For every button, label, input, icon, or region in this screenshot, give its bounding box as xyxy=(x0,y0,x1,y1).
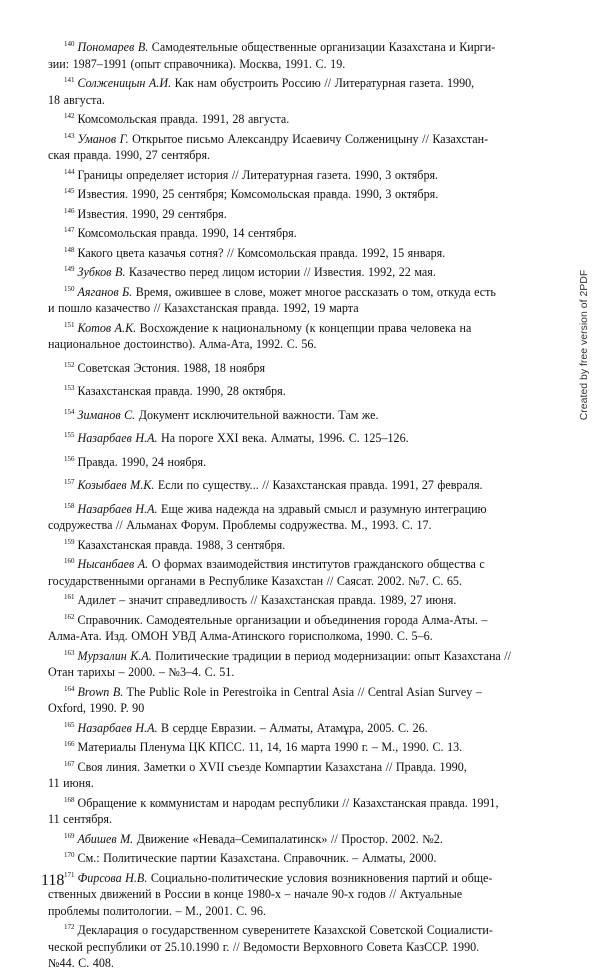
footnote-152: $^{152}$ Советская Эстония. 1988, 18 ноября xyxy=(64,360,266,375)
footnote-144: $^{144}$ Границы определяет история // Литературная газета. 1990, 3 октября. xyxy=(64,167,439,182)
watermark-text: Created by free version of 2PDF xyxy=(578,269,590,421)
footnote-156: $^{156}$ Правда. 1990, 24 ноября. xyxy=(64,454,207,469)
footnote-160: $^{160}$ Нысанбаев А. О формах взаимодействия институтов гражданского общества с государственными органами в Республике Казахстан // Саясат. 2002. №7. С. 65. xyxy=(48,557,485,588)
footnote-149: $^{149}$ Зубков В. Казачество перед лицом истории // Известия. 1992, 22 мая. xyxy=(64,265,436,279)
footnotes-list xyxy=(48,36,576,972)
footnote-142: $^{142}$ Комсомольская правда. 1991, 28 августа. xyxy=(64,112,290,126)
footnote-141: $^{141}$ Солженицын А.И. Как нам обустроить Россию // Литературная газета. 1990, 18 августа. xyxy=(48,76,475,107)
footnote-158: $^{158}$ Назарбаев Н.А. Еще жива надежда на здравый смысл и разумную интеграцию содружества // Альманах Форум. Проблемы содружества. М., 1993. С. 17. xyxy=(48,501,487,532)
footnote-155: $^{155}$ Назарбаев Н.А. На пороге XXI века. Алматы, 1996. С. 125–126. xyxy=(64,431,409,445)
footnote-171: $^{171}$ Фирсова Н.В. Социально-политические условия возникновения партий и обще- ственных движений в России в конце 1980-х – начале 90-х годов // Актуальные проблемы политологии. – М., 2001. С. 96. xyxy=(48,870,493,918)
footnote-172: $^{172}$ Декларация о государственном суверенитете Казахской Советской Социалисти- ческой республики от 25.10.1990 г. // Ведомости Верховного Совета КазССР. 1990. №44. С. 408. xyxy=(48,923,493,970)
footnote-168: $^{168}$ Обращение к коммунистам и народам республики // Казахстанская правда. 1991, 11 сентября. xyxy=(48,795,499,826)
footnote-161: $^{161}$ Адилет – значит справедливость // Казахстанская правда. 1989, 27 июня. xyxy=(64,593,457,607)
footnote-146: $^{146}$ Известия. 1990, 29 сентября. xyxy=(64,206,227,221)
footnote-159: $^{159}$ Казахстанская правда. 1988, 3 сентября. xyxy=(64,537,286,552)
footnote-151: $^{151}$ Котов А.К. Восхождение к национальному (к концепции права человека на национальное достоинство). Алма-Ата, 1992. С. 56. xyxy=(48,320,472,351)
footnote-162: $^{162}$ Справочник. Самодеятельные организации и объединения города Алма-Аты. – Алма-Ата. Изд. ОМОН УВД Алма-Атинского горисполкома, 1990. С. 5–6. xyxy=(48,612,488,643)
footnote-153: $^{153}$ Казахстанская правда. 1990, 28 октября. xyxy=(64,384,286,398)
footnote-145: $^{145}$ Известия. 1990, 25 сентября; Комсомольская правда. 1990, 3 октября. xyxy=(64,187,439,201)
footnote-140: $^{140}$ Пономарев В. Самодеятельные общественные организации Казахстана и Кирги- зии: 1987–1991 (опыт справочника). Москва, 1991. С. 19. xyxy=(48,40,496,71)
footnote-166: $^{166}$ Материалы Пленума ЦК КПСС. 11, 14, 16 марта 1990 г. – М., 1990. С. 13. xyxy=(64,740,463,754)
footnote-143: $^{143}$ Уманов Г. Открытое письмо Александру Исаевичу Солженицыну // Казахстан- ская правда. 1990, 27 сентября. xyxy=(48,131,489,162)
footnote-147: $^{147}$ Комсомольская правда. 1990, 14 сентября. xyxy=(64,226,297,240)
footnote-167: $^{167}$ Своя линия. Заметки о XVII съезде Компартии Казахстана // Правда. 1990, 11 июня. xyxy=(48,759,467,790)
footnote-169: $^{169}$ Абишев М. Движение «Невада–Семипалатинск» // Простор. 2002. №2. xyxy=(64,831,443,846)
page-number: 118 xyxy=(41,872,65,889)
footnote-157: $^{157}$ Козыбаев М.К. Если по существу... // Казахстанская правда. 1991, 27 февраля. xyxy=(64,478,483,492)
footnote-154: $^{154}$ Зиманов С. Документ исключительной важности. Там же. xyxy=(64,407,379,422)
footnote-164: $^{164}$ Brown B. The Public Role in Perestroika in Central Asia // Central Asian Survey – Oxford, 1990. P. 90 xyxy=(48,684,482,715)
footnote-150: $^{150}$ Аяганов Б. Время, ожившее в слове, может многое рассказать о том, откуда есть и пошло казачество // Казахстанская правда. 1992, 19 марта xyxy=(48,284,496,315)
footnote-163: $^{163}$ Мурзалин К.А. Политические традиции в период модернизации: опыт Казахстана // Отан тарихы – 2000. – №3–4. С. 51. xyxy=(48,648,512,679)
footnote-148: $^{148}$ Какого цвета казачья сотня? // Комсомольская правда. 1992, 15 января. xyxy=(64,245,446,260)
footnote-170: $^{170}$ См.: Политические партии Казахстана. Справочник. – Алматы, 2000. xyxy=(64,851,437,865)
footnote-165: $^{165}$ Назарбаев Н.А. В сердце Евразии. – Алматы, Атамұра, 2005. С. 26. xyxy=(64,720,428,735)
